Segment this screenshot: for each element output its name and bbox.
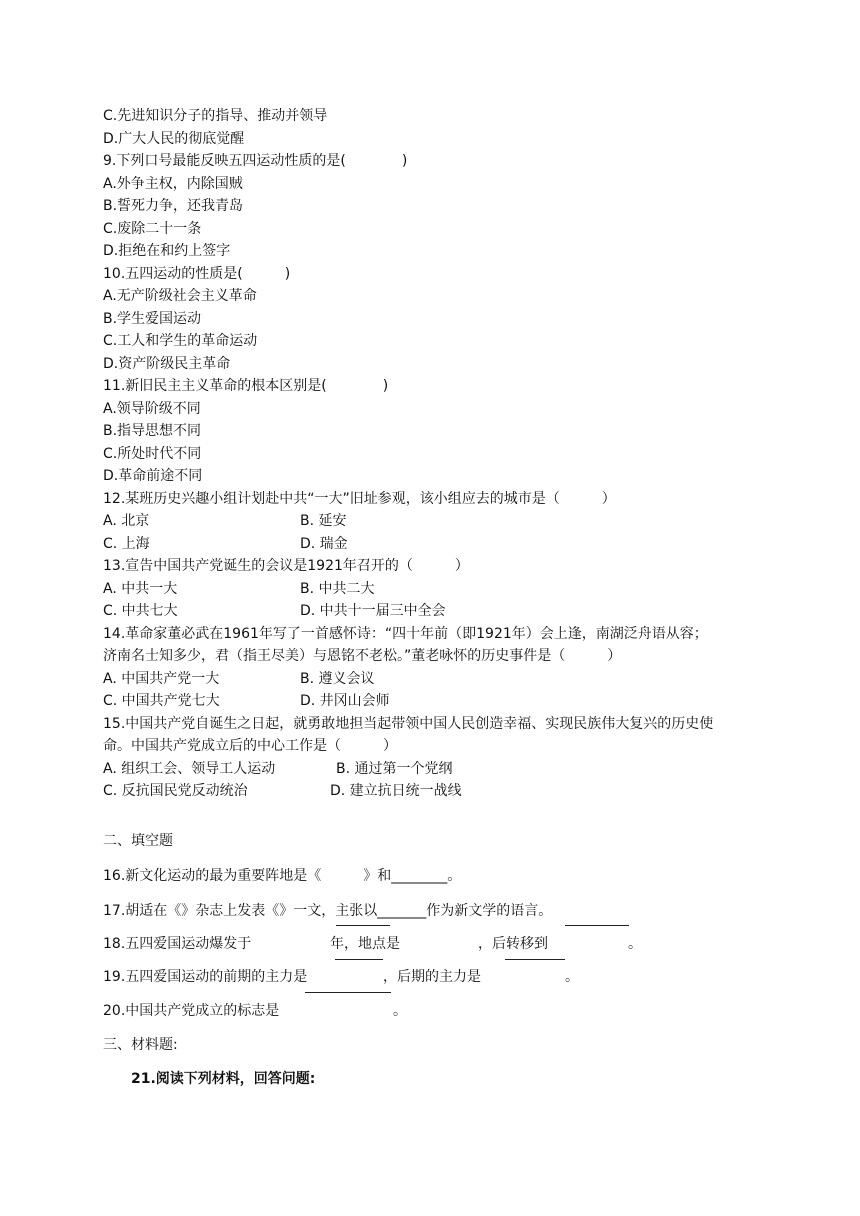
q12-option-c: C. 上海 — [103, 536, 150, 552]
q18-part2: 年，地点是 — [330, 936, 400, 952]
q10-option-d: D.资产阶级民主革命 — [103, 356, 231, 372]
q15-option-c: C. 反抗国民党反动统治 — [103, 783, 248, 799]
q16-text: 16.新文化运动的最为重要阵地是《 》和________。 — [103, 868, 462, 884]
q12-option-a: A. 北京 — [103, 513, 150, 529]
q19-part2: ，后期的主力是 — [383, 969, 481, 985]
q14-option-d: D. 井冈山会师 — [300, 693, 390, 709]
q17-extra-underline — [565, 925, 629, 926]
q12-option-b: B. 延安 — [300, 513, 347, 529]
q11-option-b: B.指导思想不同 — [103, 423, 202, 439]
q14-stem-line1: 14.革命家董必武在1961年写了一首感怀诗：“四十年前（即1921年）会上逢，南湖泛舟语从容； — [103, 626, 708, 642]
q11-option-d: D.革命前途不同 — [103, 468, 203, 484]
q10-option-c: C.工人和学生的革命运动 — [103, 333, 258, 349]
q10-option-b: B.学生爱国运动 — [103, 311, 202, 327]
q8-option-d: D.广大人民的彻底觉醒 — [103, 131, 245, 147]
q14-stem-line2: 济南名士知多少，君（指王尽美）与恩铭不老松。”董老咏怀的历史事件是（ ） — [103, 648, 622, 664]
q13-option-a: A. 中共一大 — [103, 581, 178, 597]
q13-option-c: C. 中共七大 — [103, 603, 178, 619]
q10-stem: 10.五四运动的性质是( ) — [103, 266, 291, 282]
q18-blank-underline-2 — [505, 959, 565, 960]
q17-text: 17.胡适在《》杂志上发表《》一文，主张以_______作为新文学的语言。 — [103, 903, 553, 919]
q12-option-d: D. 瑞金 — [300, 536, 348, 552]
q9-stem: 9.下列口号最能反映五四运动性质的是( ) — [103, 153, 408, 169]
q18-part4: 。 — [628, 936, 642, 952]
q14-option-a: A. 中国共产党一大 — [103, 671, 220, 687]
q20-part1: 20.中国共产党成立的标志是 — [103, 1003, 280, 1019]
q18-part3: ，后转移到 — [478, 936, 548, 952]
q19-part3: 。 — [565, 969, 579, 985]
q14-option-c: C. 中国共产党七大 — [103, 693, 220, 709]
q11-option-c: C.所处时代不同 — [103, 446, 202, 462]
q9-option-a: A.外争主权，内除国贼 — [103, 176, 243, 192]
q15-option-a: A. 组织工会、领导工人运动 — [103, 761, 276, 777]
q11-option-a: A.领导阶级不同 — [103, 401, 201, 417]
q9-option-b: B.誓死力争，还我青岛 — [103, 198, 244, 214]
q20-part2: 。 — [393, 1003, 407, 1019]
section-fill-in-title: 二、填空题 — [103, 833, 173, 849]
q14-option-b: B. 遵义会议 — [300, 671, 375, 687]
q21-text: 21.阅读下列材料，回答问题: — [131, 1071, 316, 1087]
q19-part1: 19.五四爱国运动的前期的主力是 — [103, 969, 308, 985]
q9-option-c: C.废除二十一条 — [103, 221, 202, 237]
q15-option-b: B. 通过第一个党纲 — [336, 761, 453, 777]
q10-option-a: A.无产阶级社会主义革命 — [103, 288, 257, 304]
q8-option-c: C.先进知识分子的指导、推动并领导 — [103, 108, 328, 124]
q13-option-d: D. 中共十一届三中全会 — [300, 603, 446, 619]
q12-stem: 12.某班历史兴趣小组计划赴中共“一大”旧址参观，该小组应去的城市是（ ） — [103, 491, 616, 507]
section-material-title: 三、材料题: — [103, 1037, 178, 1053]
q19-blank-underline — [305, 992, 391, 993]
q11-stem: 11.新旧民主主义革命的根本区别是( ) — [103, 378, 389, 394]
q15-stem-line1: 15.中国共产党自诞生之日起，就勇敢地担当起带领中国人民创造幸福、实现民族伟大复兴的历史使 — [103, 716, 714, 732]
q13-option-b: B. 中共二大 — [300, 581, 375, 597]
q15-option-d: D. 建立抗日统一战线 — [330, 783, 462, 799]
q17-blank-underline — [336, 925, 390, 926]
q13-stem: 13.宣告中国共产党诞生的会议是1921年召开的（ ） — [103, 558, 469, 574]
q18-blank-underline — [335, 959, 383, 960]
q18-part1: 18.五四爱国运动爆发于 — [103, 936, 252, 952]
q15-stem-line2: 命。中国共产党成立后的中心工作是（ ） — [103, 738, 397, 754]
q9-option-d: D.拒绝在和约上签字 — [103, 243, 231, 259]
